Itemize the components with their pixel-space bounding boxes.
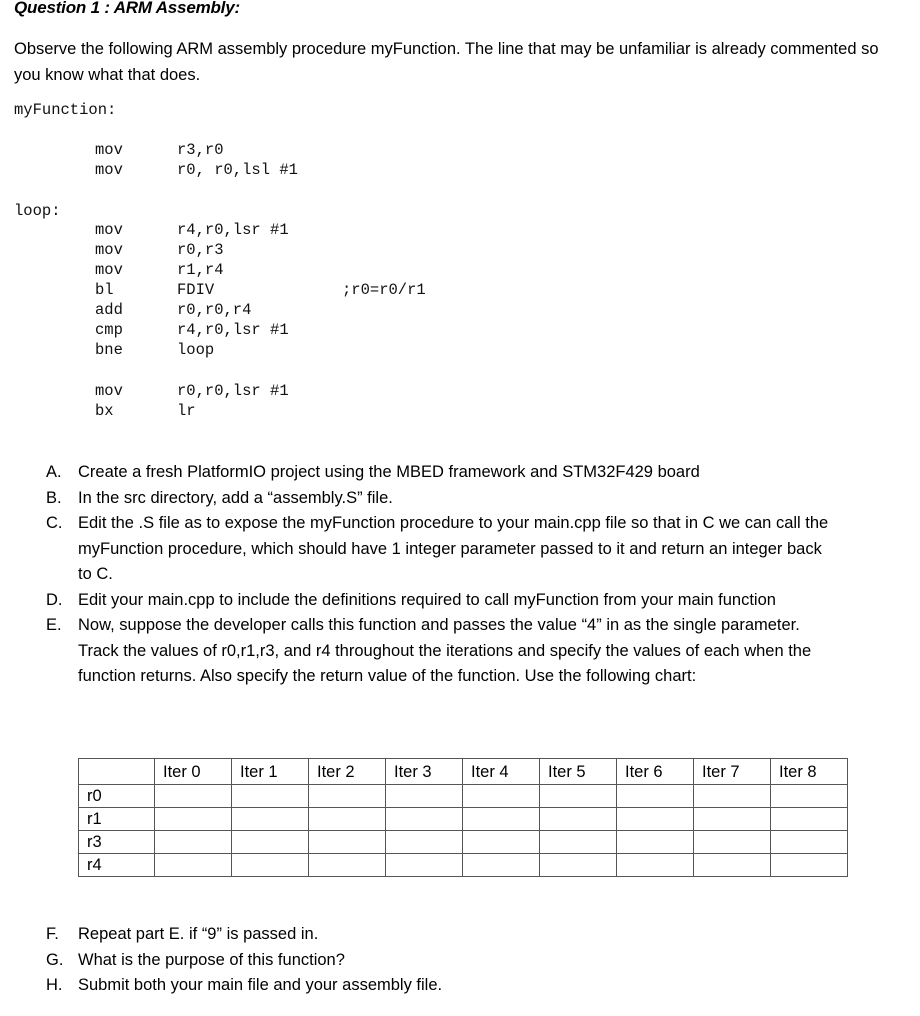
- task-item: [0, 486, 880, 512]
- task-letter: G.: [46, 950, 64, 969]
- code-operands: r4,r0,lsr #1: [177, 321, 289, 339]
- code-operands: r3,r0: [177, 141, 224, 159]
- code-opcode: mov: [95, 261, 123, 279]
- chart-empty-cell[interactable]: [232, 831, 309, 854]
- chart-empty-cell[interactable]: [617, 854, 694, 877]
- intro-paragraph: Observe the following ARM assembly procedure myFunction. The line that may be unfamiliar is already commented so you know what that does.: [14, 40, 879, 84]
- code-opcode: bne: [95, 341, 123, 359]
- task-list-part1: [0, 460, 880, 690]
- task-letter: A.: [46, 463, 62, 481]
- chart-empty-cell[interactable]: [771, 785, 848, 808]
- code-operands: FDIV: [177, 281, 215, 299]
- chart-empty-cell[interactable]: [309, 831, 386, 854]
- iteration-chart: [78, 758, 848, 877]
- chart-empty-cell[interactable]: [463, 785, 540, 808]
- task-text: Create a fresh PlatformIO project using the MBED framework and STM32F429 board: [78, 463, 700, 481]
- task-item: [0, 460, 880, 486]
- code-opcode: mov: [95, 241, 123, 259]
- code-line: [95, 160, 342, 180]
- chart-row: [79, 785, 848, 808]
- task-item: [0, 613, 880, 690]
- task-text: Edit the .S file as to expose the myFunction procedure to your main.cpp file so that in C we can call the myFunction procedure, which should have 1 integer parameter passed to it and return an integer back to C.: [78, 514, 829, 583]
- chart-row-label: r1: [79, 808, 155, 831]
- chart-empty-cell[interactable]: [463, 831, 540, 854]
- code-line: [95, 381, 342, 401]
- code-operands: loop: [177, 341, 215, 359]
- chart-empty-cell[interactable]: [309, 785, 386, 808]
- chart-empty-cell[interactable]: [155, 854, 232, 877]
- chart-empty-cell[interactable]: [155, 785, 232, 808]
- code-block-loop: [95, 220, 426, 360]
- code-opcode: add: [95, 301, 123, 319]
- code-opcode: bx: [95, 402, 114, 420]
- task-item: [0, 948, 880, 974]
- chart-empty-cell[interactable]: [540, 831, 617, 854]
- code-operands: lr: [177, 402, 196, 420]
- chart-empty-cell[interactable]: [617, 808, 694, 831]
- code-line: [95, 280, 426, 300]
- procedure-label: myFunction:: [14, 101, 117, 119]
- chart-row-label: r4: [79, 854, 155, 877]
- task-letter: E.: [46, 616, 62, 634]
- chart-empty-cell[interactable]: [771, 854, 848, 877]
- chart-column-header: Iter 4: [463, 759, 540, 785]
- code-operands: r1,r4: [177, 261, 224, 279]
- code-line: [95, 320, 426, 340]
- chart-empty-cell[interactable]: [694, 808, 771, 831]
- code-opcode: mov: [95, 161, 123, 179]
- code-opcode: cmp: [95, 321, 123, 339]
- chart-empty-cell[interactable]: [309, 808, 386, 831]
- chart-column-header: Iter 7: [694, 759, 771, 785]
- chart-empty-cell[interactable]: [155, 808, 232, 831]
- chart-empty-cell[interactable]: [386, 808, 463, 831]
- chart-row-label: r3: [79, 831, 155, 854]
- task-letter: C.: [46, 514, 63, 532]
- task-text: Submit both your main file and your assembly file.: [78, 976, 443, 994]
- chart-empty-cell[interactable]: [463, 808, 540, 831]
- chart-empty-cell[interactable]: [386, 854, 463, 877]
- chart-column-header: Iter 8: [771, 759, 848, 785]
- chart-empty-cell[interactable]: [386, 831, 463, 854]
- code-line: [95, 340, 426, 360]
- code-opcode: mov: [95, 221, 123, 239]
- task-letter: D.: [46, 590, 63, 609]
- code-operands: r0, r0,lsl #1: [177, 161, 298, 179]
- chart-empty-cell[interactable]: [386, 785, 463, 808]
- code-operands: r0,r0,r4: [177, 301, 252, 319]
- task-letter: H.: [46, 976, 63, 994]
- chart-empty-cell[interactable]: [540, 785, 617, 808]
- task-text: Now, suppose the developer calls this function and passes the value “4” in as the single parameter. Track the values of r0,r1,r3, and r4 throughout the iterations and specify the values of each when the function returns. Also specify the return value of the function. Use the following chart:: [78, 616, 812, 685]
- chart-row: [79, 854, 848, 877]
- chart-column-header: Iter 2: [309, 759, 386, 785]
- code-opcode: mov: [95, 141, 123, 159]
- chart-empty-cell[interactable]: [155, 831, 232, 854]
- chart-column-header: Iter 1: [232, 759, 309, 785]
- loop-label: loop:: [14, 202, 61, 220]
- task-item: [0, 511, 880, 588]
- chart-empty-cell[interactable]: [232, 808, 309, 831]
- code-operands: r0,r3: [177, 241, 224, 259]
- code-block-return: [95, 381, 342, 421]
- chart-row-label: r0: [79, 785, 155, 808]
- code-opcode: mov: [95, 382, 123, 400]
- code-line: [95, 240, 426, 260]
- code-operands: r4,r0,lsr #1: [177, 221, 289, 239]
- chart-column-header: Iter 6: [617, 759, 694, 785]
- code-line: [95, 401, 342, 421]
- task-text: Edit your main.cpp to include the definitions required to call myFunction from your main function: [78, 590, 776, 609]
- chart-empty-cell[interactable]: [617, 785, 694, 808]
- chart-empty-cell[interactable]: [771, 831, 848, 854]
- chart-empty-cell[interactable]: [540, 854, 617, 877]
- chart-empty-cell[interactable]: [694, 854, 771, 877]
- chart-empty-cell[interactable]: [771, 808, 848, 831]
- code-line: [95, 300, 426, 320]
- task-list-part2: [0, 922, 880, 999]
- task-text: Repeat part E. if “9” is passed in.: [78, 925, 319, 943]
- chart-row: [79, 808, 848, 831]
- chart-row: [79, 831, 848, 854]
- chart-corner-cell: [79, 759, 155, 785]
- code-line: [95, 220, 426, 240]
- code-comment: ;r0=r0/r1: [342, 281, 426, 299]
- task-letter: F.: [46, 925, 59, 943]
- chart-column-header: Iter 0: [155, 759, 232, 785]
- question-title: Question 1 : ARM Assembly:: [14, 0, 240, 17]
- task-item: [0, 973, 880, 999]
- chart-empty-cell[interactable]: [617, 831, 694, 854]
- chart-empty-cell[interactable]: [540, 808, 617, 831]
- task-item: [0, 588, 880, 614]
- chart-empty-cell[interactable]: [232, 785, 309, 808]
- chart-empty-cell[interactable]: [694, 785, 771, 808]
- task-text: In the src directory, add a “assembly.S” file.: [78, 488, 393, 507]
- chart-column-header: Iter 5: [540, 759, 617, 785]
- task-text: What is the purpose of this function?: [78, 950, 345, 969]
- code-block-setup: [95, 140, 342, 180]
- code-opcode: bl: [95, 281, 114, 299]
- chart-empty-cell[interactable]: [694, 831, 771, 854]
- code-line: [95, 140, 342, 160]
- code-operands: r0,r0,lsr #1: [177, 382, 289, 400]
- code-line: [95, 260, 426, 280]
- task-letter: B.: [46, 488, 62, 507]
- chart-empty-cell[interactable]: [463, 854, 540, 877]
- chart-empty-cell[interactable]: [232, 854, 309, 877]
- task-item: [0, 922, 880, 948]
- chart-column-header: Iter 3: [386, 759, 463, 785]
- chart-empty-cell[interactable]: [309, 854, 386, 877]
